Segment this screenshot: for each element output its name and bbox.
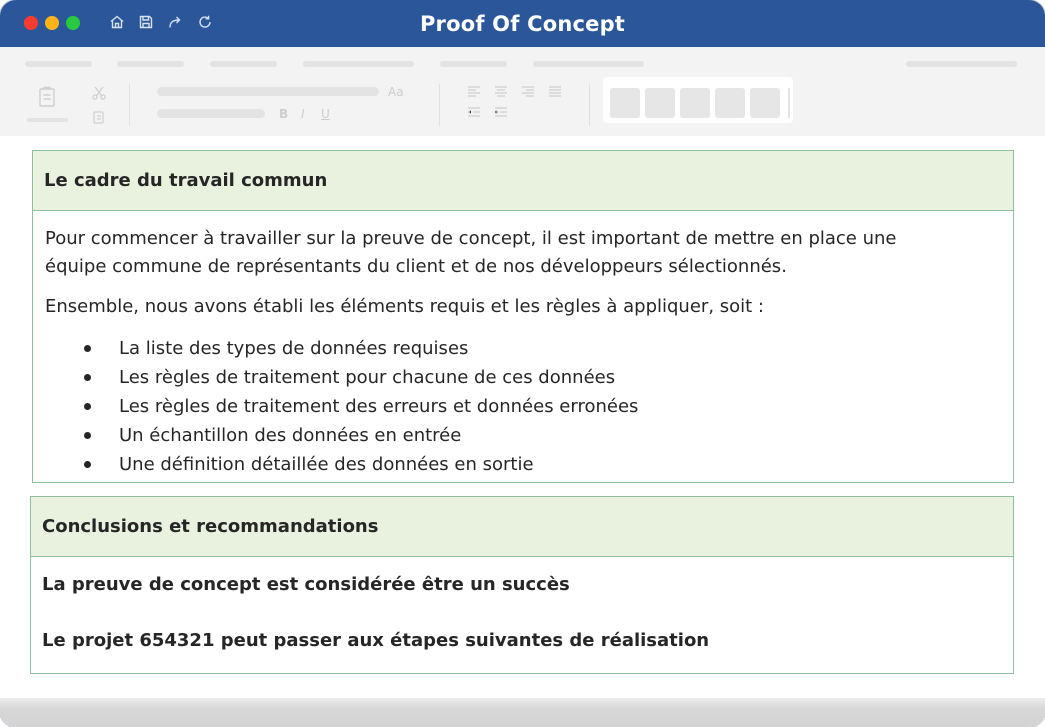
ribbon-tab-placeholder[interactable]: [906, 61, 1017, 67]
cut-icon[interactable]: [91, 85, 107, 101]
change-case-button[interactable]: Aa: [388, 85, 404, 99]
list-item-text: La liste des types de données requises: [119, 338, 469, 359]
list-item-text: Un échantillon des données en entrée: [119, 425, 462, 446]
status-bar: [0, 698, 1045, 727]
style-swatch[interactable]: [610, 88, 640, 118]
title-bar: [0, 0, 1045, 47]
ribbon-toolbar: [0, 47, 1045, 136]
bullet-icon: [84, 374, 91, 381]
body-paragraph: Pour commencer à travailler sur la preuve de concept, il est important de mettre en place une: [45, 228, 897, 249]
ribbon-divider: [439, 84, 440, 126]
section-heading: Conclusions et recommandations: [42, 516, 379, 537]
document-canvas[interactable]: [0, 136, 1045, 698]
conclusion-line: Le projet 654321 peut passer aux étapes suivantes de réalisation: [42, 630, 710, 651]
ribbon-divider: [129, 84, 130, 126]
list-item-text: Les règles de traitement pour chacune de ces données: [119, 367, 616, 388]
bullet-icon: [84, 345, 91, 352]
bullet-icon: [84, 403, 91, 410]
section-panel-framework: [32, 150, 1014, 483]
section-header: [31, 497, 1013, 557]
window-title: Proof Of Concept: [419, 12, 626, 36]
bullet-icon: [84, 461, 91, 468]
copy-icon[interactable]: [91, 109, 107, 125]
style-swatch[interactable]: [645, 88, 675, 118]
list-item-text: Une définition détaillée des données en sortie: [119, 454, 534, 475]
paste-label-placeholder: [27, 118, 68, 122]
align-right-icon[interactable]: [521, 85, 535, 97]
font-size-dropdown[interactable]: [157, 109, 265, 118]
section-header: [33, 151, 1013, 211]
ribbon-tab-placeholder[interactable]: [25, 61, 92, 67]
ribbon-tab-placeholder[interactable]: [303, 61, 414, 67]
italic-button[interactable]: I: [301, 107, 305, 121]
font-name-dropdown[interactable]: [157, 87, 379, 96]
style-swatch[interactable]: [750, 88, 780, 118]
gallery-scrollbar[interactable]: [788, 88, 790, 118]
conclusion-line: La preuve de concept est considérée être un succès: [42, 574, 570, 595]
body-paragraph: équipe commune de représentants du client et de nos développeurs sélectionnés.: [45, 256, 787, 277]
section-heading: Le cadre du travail commun: [44, 170, 328, 191]
section-panel-conclusions: [30, 496, 1014, 674]
ribbon-tab-placeholder[interactable]: [533, 61, 644, 67]
increase-indent-icon[interactable]: [494, 106, 508, 118]
style-swatch[interactable]: [680, 88, 710, 118]
bold-button[interactable]: B: [279, 107, 289, 121]
ribbon-tab-placeholder[interactable]: [210, 61, 277, 67]
ribbon-tab-placeholder[interactable]: [440, 61, 507, 67]
list-item-text: Les règles de traitement des erreurs et données erronées: [119, 396, 639, 417]
styles-gallery[interactable]: [603, 77, 793, 123]
ribbon-tab-placeholder[interactable]: [117, 61, 184, 67]
style-swatch[interactable]: [715, 88, 745, 118]
ribbon-divider: [589, 84, 590, 126]
bullet-icon: [84, 432, 91, 439]
decrease-indent-icon[interactable]: [467, 106, 481, 118]
align-center-icon[interactable]: [494, 85, 508, 97]
justify-icon[interactable]: [548, 85, 562, 97]
underline-button[interactable]: U: [321, 107, 330, 121]
align-left-icon[interactable]: [467, 85, 481, 97]
body-paragraph: Ensemble, nous avons établi les éléments requis et les règles à appliquer, soit :: [45, 296, 764, 317]
paste-icon[interactable]: [36, 85, 60, 109]
